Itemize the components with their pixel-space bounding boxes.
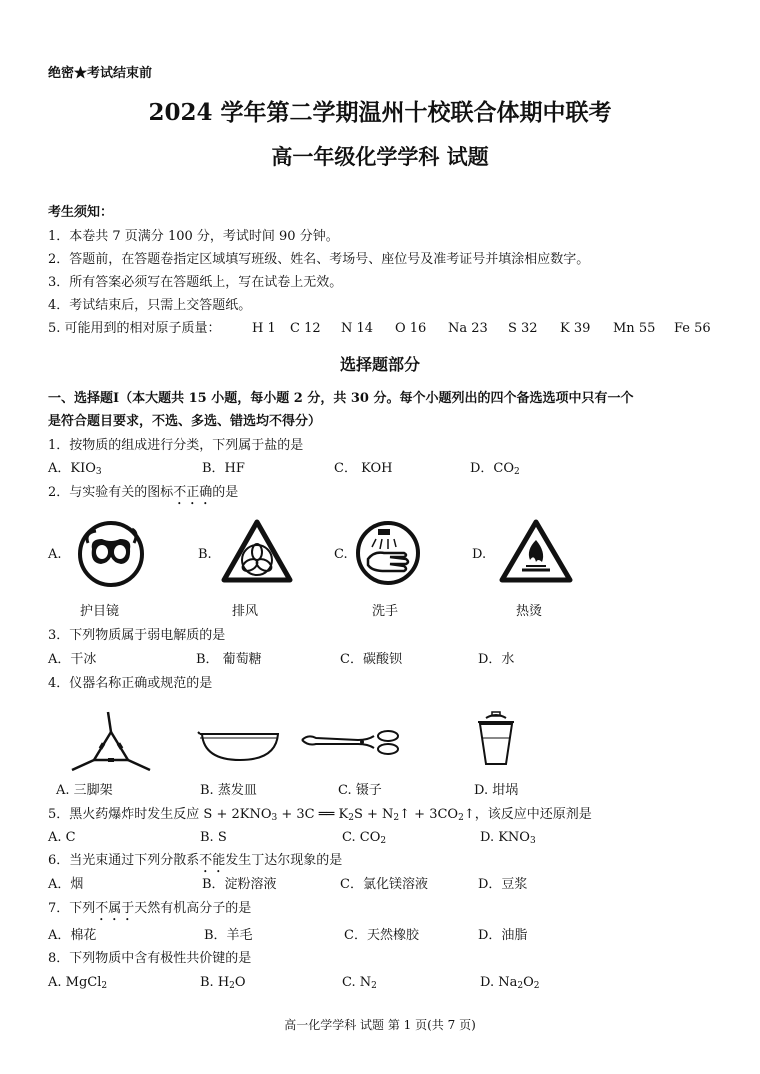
notice-item-2: 2．答题前，在答题卷指定区域填写班级、姓名、考场号、座位号及准考证号并填涂相应数字。: [48, 252, 590, 267]
clay-triangle-icon: [68, 710, 154, 776]
notice-item-3: 3．所有答案必须写在答题纸上，写在试卷上无效。: [48, 275, 343, 290]
q7-option-c: C．天然橡胶: [344, 928, 419, 943]
q2-option-d-letter: D.: [472, 547, 487, 562]
notice-item-1: 1．本卷共 7 页满分 100 分，考试时间 90 分钟。: [48, 229, 339, 244]
atomic-mass-label: 5. 可能用到的相对原子质量：: [48, 321, 221, 336]
mass-o: O 16: [395, 321, 427, 336]
mass-na: Na 23: [448, 321, 488, 336]
q6-option-d: D．豆浆: [478, 877, 528, 892]
mass-k: K 39: [560, 321, 591, 336]
q6-option-b: B．淀粉溶液: [202, 877, 277, 892]
q8-option-c: C. $N_2$: [342, 975, 377, 991]
notice-item-4: 4．考试结束后，只需上交答题纸。: [48, 298, 252, 313]
q3-option-b: B． 葡萄糖: [196, 652, 262, 667]
ventilation-fan-icon: [220, 518, 294, 584]
q8-option-a: A. MgCl$_2$: [48, 975, 108, 991]
q2-option-a-letter: A.: [48, 547, 62, 562]
q6-option-a: A．烟: [48, 877, 84, 892]
q1-option-c: C． KOH: [334, 461, 393, 476]
q1-option-b: B．HF: [202, 461, 245, 476]
q5-option-a: A. C: [48, 830, 76, 845]
notice-heading: 考生须知：: [48, 205, 114, 220]
goggles-icon: [76, 519, 146, 589]
q2-stem: 2．与实验有关的图标不正确的是: [48, 485, 239, 500]
q1-option-a: A．$KIO_3$: [48, 461, 102, 477]
q3-option-d: D．水: [478, 652, 515, 667]
q2-caption-d: 热烫: [516, 604, 543, 619]
q1-stem: 1．按物质的组成进行分类，下列属于盐的是: [48, 438, 304, 453]
mass-n: N 14: [341, 321, 374, 336]
mass-mn: Mn 55: [613, 321, 656, 336]
q7-option-d: D．油脂: [478, 928, 528, 943]
exam-title: 2024 学年第二学期温州十校联合体期中联考: [148, 99, 612, 126]
mass-fe: Fe 56: [674, 321, 711, 336]
exam-subtitle: 高一年级化学学科 试题: [271, 144, 489, 169]
hand-wash-icon: [354, 519, 422, 587]
section-title: 选择题部分: [339, 355, 420, 374]
section-instructions-1: 一、选择题Ⅰ（本大题共 15 小题，每小题 2 分，共 30 分。每个小题列出的四个备选选项中只有一个: [48, 391, 634, 406]
q3-stem: 3．下列物质属于弱电解质的是: [48, 628, 226, 643]
q7-option-b: B．羊毛: [204, 928, 253, 943]
q7-option-a: A．棉花: [48, 928, 97, 943]
q8-stem: 8．下列物质中含有极性共价键的是: [48, 951, 252, 966]
mass-c: C 12: [290, 321, 321, 336]
crucible-tongs-icon: [298, 728, 410, 758]
q6-option-c: C．氯化镁溶液: [340, 877, 428, 892]
q3-option-a: A．干冰: [48, 652, 97, 667]
q4-caption-d: D. 坩埚: [474, 783, 519, 798]
q5-stem: 5．黑火药爆炸时发生反应 $S + 2KNO_3 + 3C$ ══ $K_2S$ + $N_2↑$ + $3CO_2↑$，该反应中还原剂是: [48, 807, 592, 823]
mass-s: S 32: [508, 321, 538, 336]
q2-caption-a: 护目镜: [80, 604, 120, 619]
q4-caption-b: B. 蒸发皿: [200, 783, 257, 798]
q2-caption-c: 洗手: [372, 604, 399, 619]
q4-caption-a: A. 三脚架: [56, 783, 113, 798]
crucible-icon: [476, 712, 516, 768]
q5-option-d: D. $KNO_3$: [480, 830, 536, 846]
hot-surface-icon: [498, 518, 574, 584]
q3-option-c: C．碳酸钡: [340, 652, 402, 667]
q6-stem: 6．当光束通过下列分散系不能发生丁达尔现象的是: [48, 853, 343, 868]
q4-caption-c: C. 镊子: [338, 783, 382, 798]
mass-h: H 1: [252, 321, 276, 336]
q8-option-b: B. $H_2O$: [200, 975, 246, 991]
q4-stem: 4．仪器名称正确或规范的是: [48, 676, 213, 691]
q8-option-d: D. $Na_2O_2$: [480, 975, 540, 991]
evaporating-dish-icon: [198, 730, 282, 762]
q5-option-c: C. $CO_2$: [342, 830, 387, 846]
q5-option-b: B. S: [200, 830, 227, 845]
secret-label: 绝密★考试结束前: [48, 66, 153, 81]
page-footer: 高一化学学科 试题 第 1 页(共 7 页): [284, 1018, 476, 1032]
section-instructions-2: 是符合题目要求，不选、多选、错选均不得分）: [48, 414, 322, 429]
q2-option-c-letter: C.: [334, 547, 348, 562]
q7-stem: 7．下列不属于天然有机高分子的是: [48, 901, 252, 916]
q2-caption-b: 排风: [232, 604, 259, 619]
q2-option-b-letter: B.: [198, 547, 212, 562]
q1-option-d: D．$CO_2$: [470, 461, 520, 477]
